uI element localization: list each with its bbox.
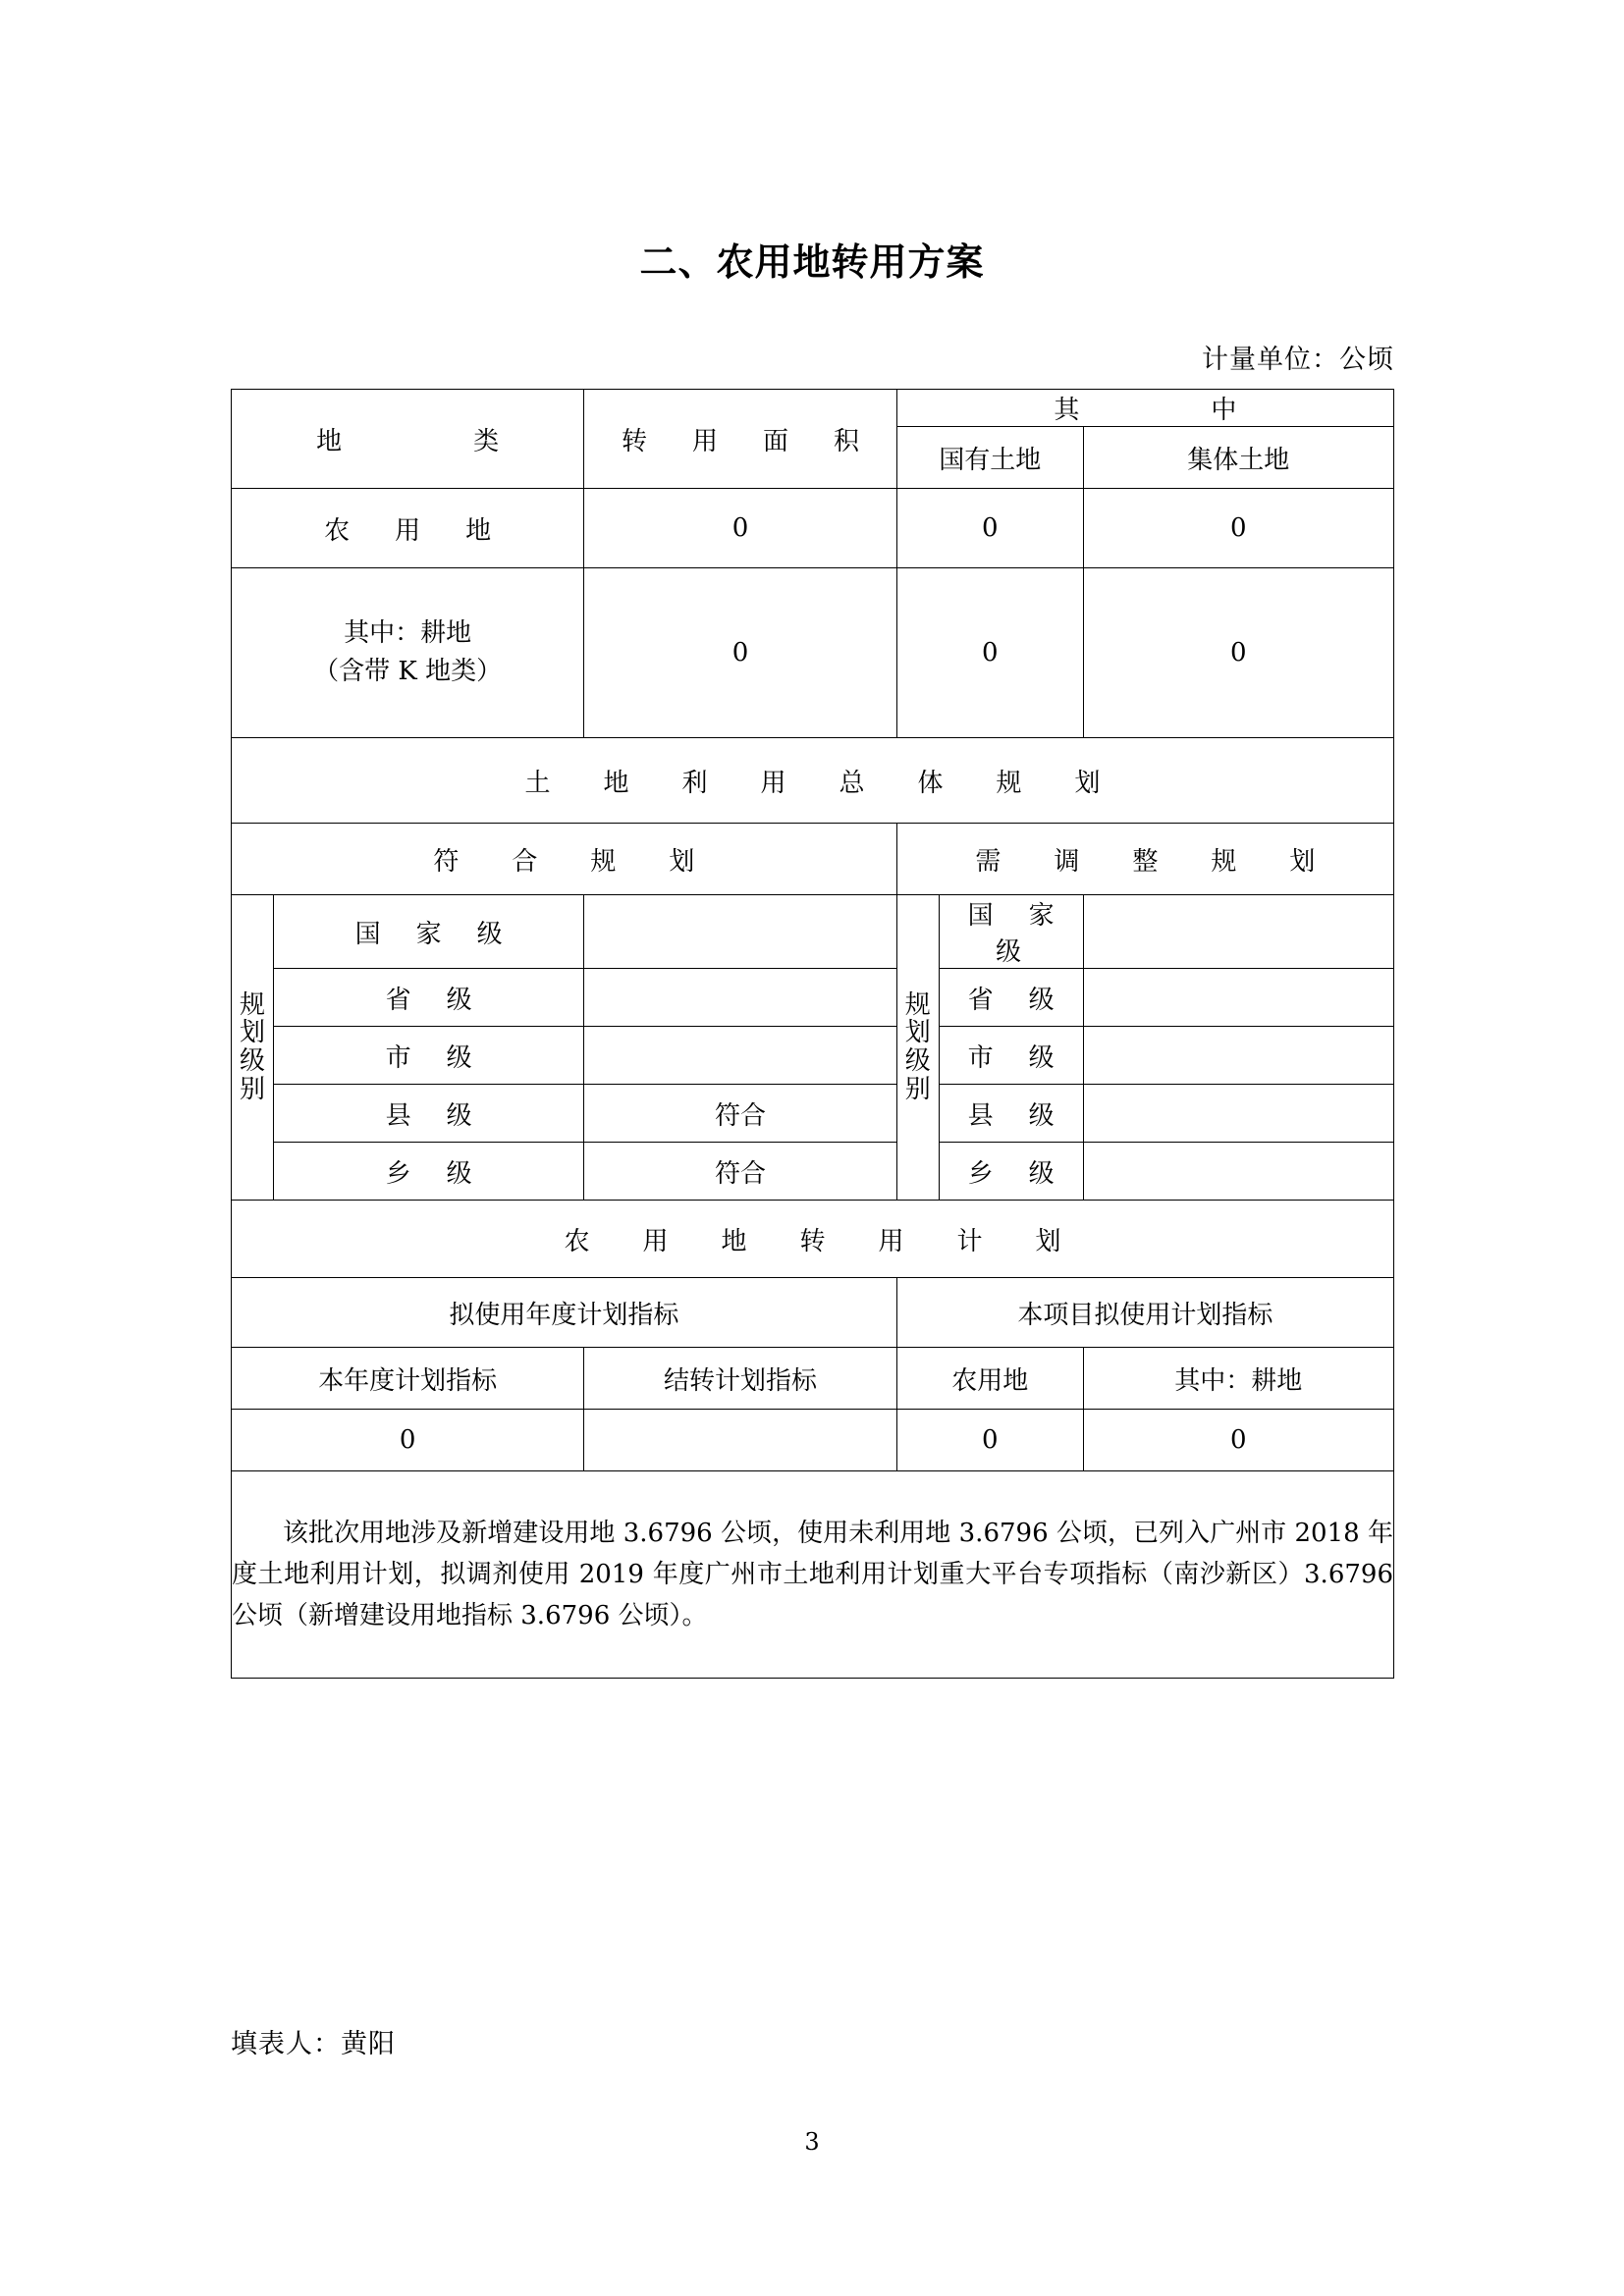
page-number: 3: [804, 2128, 820, 2156]
subsection-adjust-plan: 需 调 整 规 划: [896, 824, 1393, 895]
section-conversion-plan: [232, 1201, 1394, 1278]
conform-level-value-national: [584, 895, 897, 969]
value-current-year-quota: 0: [232, 1410, 584, 1471]
value-among-cultivated-land: 0: [1083, 1410, 1393, 1471]
plan-level-row-county: [232, 1085, 1394, 1143]
adjust-level-value-county: [1083, 1085, 1393, 1143]
plan-level-row-national: [232, 895, 1394, 969]
cultivated-label-line-1: 其中：耕地: [344, 618, 472, 648]
conform-level-value-provincial: [584, 969, 897, 1027]
subheader-agricultural-land: 农用地: [896, 1348, 1083, 1410]
header-among-which: 其 中: [896, 390, 1393, 427]
adjust-level-name-municipal: 市 级: [939, 1027, 1083, 1085]
value-agricultural-land: 0: [896, 1410, 1083, 1471]
conform-level-value-county: 符合: [584, 1085, 897, 1143]
group-header-annual-quota: 拟使用年度计划指标: [232, 1278, 897, 1348]
conform-level-name-national: 国 家 级: [273, 895, 583, 969]
plan-level-char-r3: 别: [904, 1074, 931, 1104]
section-title-conversion-plan: 农 用 地 转 用 计 划: [232, 1201, 1394, 1278]
conversion-plan-values-row: [232, 1410, 1394, 1471]
adjust-level-value-provincial: [1083, 969, 1393, 1027]
plan-level-row-township: [232, 1143, 1394, 1201]
adjust-level-name-provincial: 省 级: [939, 969, 1083, 1027]
row-label-agricultural-land: 农 用 地: [232, 489, 584, 568]
subheader-among-cultivated-land: 其中：耕地: [1083, 1348, 1393, 1410]
adjust-level-name-county: 县 级: [939, 1085, 1083, 1143]
adjust-level-value-municipal: [1083, 1027, 1393, 1085]
agricultural-collective: 0: [1083, 489, 1393, 568]
subheader-current-year-quota: 本年度计划指标: [232, 1348, 584, 1410]
conform-level-name-county: 县 级: [273, 1085, 583, 1143]
plan-level-char-0: 规: [239, 989, 265, 1020]
conform-level-name-township: 乡 级: [273, 1143, 583, 1201]
header-land-type: 地 类: [232, 390, 584, 489]
subsection-plan-headers: [232, 824, 1394, 895]
plan-level-row-provincial: [232, 969, 1394, 1027]
agricultural-state-owned: 0: [896, 489, 1083, 568]
row-label-cultivated-land: [232, 568, 584, 738]
adjust-level-name-national: 国 家 级: [939, 895, 1083, 969]
plan-level-char-r1: 划: [904, 1018, 931, 1048]
conform-level-name-provincial: 省 级: [273, 969, 583, 1027]
form-filler-label: 填表人：黄阳: [231, 2029, 396, 2059]
cultivated-label-line-2: （含带 K 地类）: [313, 657, 503, 686]
conversion-plan-sub-headers: [232, 1348, 1394, 1410]
page-title: 二、农用地转用方案: [639, 240, 985, 284]
header-state-owned-land: 国有土地: [896, 427, 1083, 489]
plan-level-char-3: 别: [239, 1074, 265, 1104]
table-row-cultivated-land: [232, 568, 1394, 738]
subsection-conform-plan: 符 合 规 划: [232, 824, 897, 895]
subheader-carryover-quota: 结转计划指标: [584, 1348, 897, 1410]
plan-level-char-1: 划: [239, 1018, 265, 1048]
table-row-agricultural-land: [232, 489, 1394, 568]
remark-cell: [232, 1471, 1394, 1679]
adjust-level-name-township: 乡 级: [939, 1143, 1083, 1201]
plan-level-char-r2: 级: [904, 1046, 931, 1076]
conform-level-name-municipal: 市 级: [273, 1027, 583, 1085]
adjust-level-value-national: [1083, 895, 1393, 969]
cultivated-state-owned: 0: [896, 568, 1083, 738]
conform-level-value-township: 符合: [584, 1143, 897, 1201]
section-overall-land-use-plan: [232, 738, 1394, 824]
group-header-project-quota: 本项目拟使用计划指标: [896, 1278, 1393, 1348]
cultivated-collective: 0: [1083, 568, 1393, 738]
header-collective-land: 集体土地: [1083, 427, 1393, 489]
section-title-overall-plan: 土 地 利 用 总 体 规 划: [232, 738, 1394, 824]
adjust-level-value-township: [1083, 1143, 1393, 1201]
plan-level-row-municipal: [232, 1027, 1394, 1085]
remark-text: 该批次用地涉及新增建设用地 3.6796 公顷，使用未利用地 3.6796 公顷，已列入广州市 2018 年度土地利用计划，拟调剂使用 2019 年度广州市土地利用计划重大平台专项指标（南沙新区）3.6796 公顷（新增建设用地指标 3.6796 公顷）。: [232, 1518, 1393, 1631]
table-header-row-1: [232, 390, 1394, 427]
plan-level-vertical-label-right: [896, 895, 939, 1201]
land-conversion-table: [231, 389, 1394, 1679]
plan-level-vertical-label-left: [232, 895, 274, 1201]
cultivated-converted-area: 0: [584, 568, 897, 738]
agricultural-converted-area: 0: [584, 489, 897, 568]
header-converted-area: 转 用 面 积: [584, 390, 897, 489]
conform-level-value-municipal: [584, 1027, 897, 1085]
plan-level-char-2: 级: [239, 1046, 265, 1076]
plan-level-char-r0: 规: [904, 989, 931, 1020]
value-carryover-quota: [584, 1410, 897, 1471]
measurement-unit-note: 计量单位：公顷: [1202, 345, 1394, 375]
conversion-plan-group-headers: [232, 1278, 1394, 1348]
remark-row: [232, 1471, 1394, 1679]
